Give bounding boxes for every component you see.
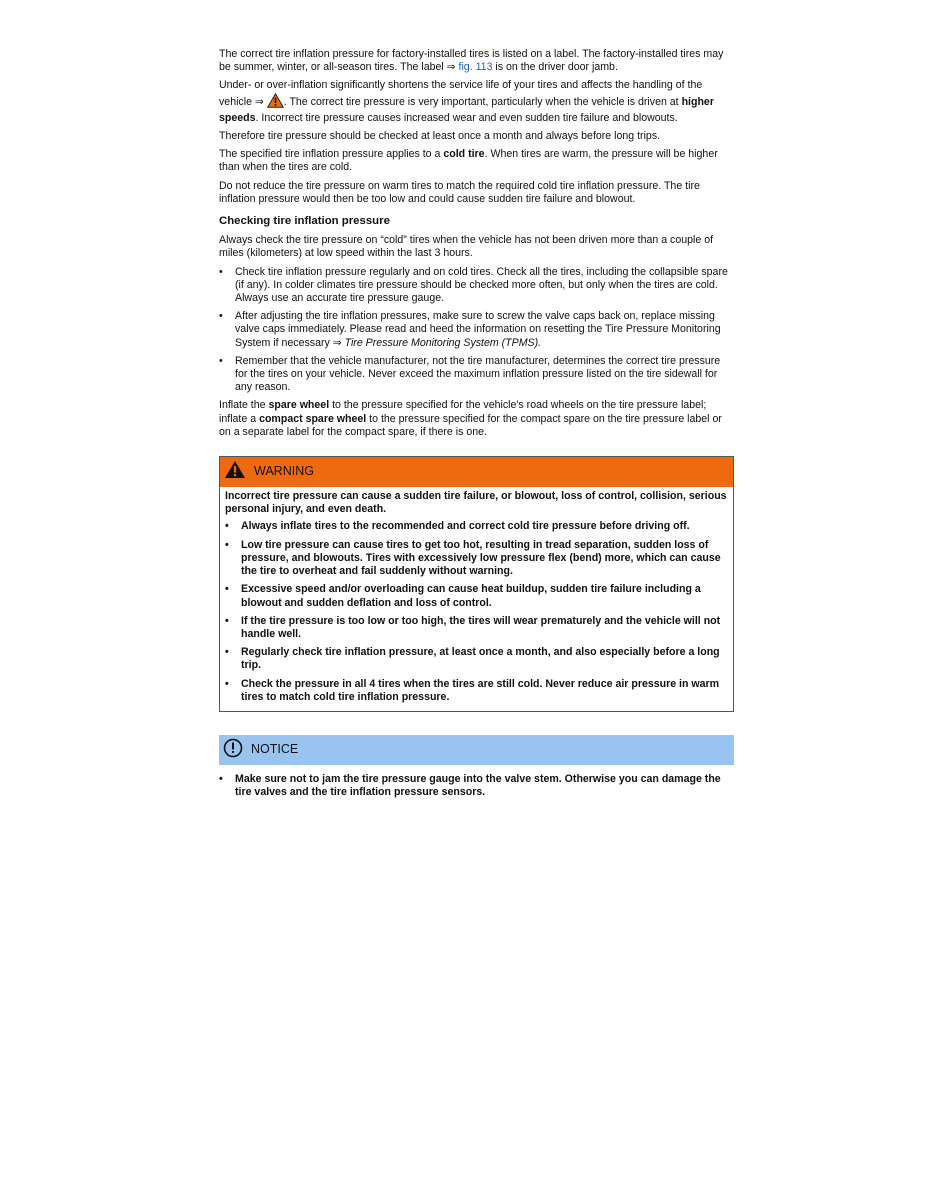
warning-item: • Check the pressure in all 4 tires when the tires are still cold. Never reduce air pressure in warm tires to match cold tire inflation pressure. (225, 677, 720, 703)
paragraph-check-frequency: Therefore tire pressure should be checked at least once a month and always before long trips. (219, 130, 661, 143)
warning-item: • If the tire pressure is too low or too high, the tires will wear prematurely and the vehicle will not handle well. (225, 614, 721, 640)
section-heading: Checking tire inflation pressure (219, 215, 390, 228)
notice-title: NOTICE (251, 742, 299, 757)
warning-triangle-icon (224, 460, 246, 483)
notice-header (219, 735, 734, 765)
tpms-link[interactable]: Tire Pressure Monitoring System (TPMS). (344, 336, 542, 349)
paragraph-cold-tire: The specified tire inflation pressure applies to a cold tire. When tires are warm, the pressure will be higher than when the tires are cold. (219, 148, 718, 174)
warning-body (220, 487, 733, 711)
list-item: • Check tire inflation pressure regularly and on cold tires. Check all the tires, including the collapsible spare (if any). In colder climates tire pressure should be checked more often, but only when the tires are cold. Always use an accurate tire pressure gauge. (219, 265, 728, 305)
warning-item: • Regularly check tire inflation pressure, at least once a month, and also especially before a long trip. (225, 646, 720, 672)
warning-item: • Always inflate tires to the recommended and correct cold tire pressure before driving off. (225, 520, 690, 533)
paragraph-cold-check: Always check the tire pressure on “cold” tires when the vehicle has not been driven more than a couple of miles (kilometers) at low speed within the last 3 hours. (219, 234, 714, 260)
warning-triangle-icon[interactable] (267, 93, 284, 112)
warning-box (219, 456, 734, 712)
notice-item: • Make sure not to jam the tire pressure gauge into the valve stem. Otherwise you can damage the tire valves and the tire inflation pressure sensors. (219, 772, 721, 799)
paragraph-label-info: The correct tire inflation pressure for factory-installed tires is listed on a label. The factory-installed tires may be summer, winter, or all-season tires. The label ⇒ fig. 113 is on the driver door jamb. (219, 48, 724, 74)
document-page (219, 48, 734, 804)
warning-intro: Incorrect tire pressure can cause a sudden tire failure, or blowout, loss of control, collision, serious personal injury, and even death. (225, 490, 727, 516)
warning-item: • Low tire pressure can cause tires to get too hot, resulting in tread separation, sudden loss of pressure, and blowouts. Tires with excessively low pressure flex (bend) more, which can cause the tire to overheat and fail suddenly without warning. (225, 538, 721, 578)
exclamation-circle-icon (223, 738, 243, 762)
warning-header (220, 457, 733, 487)
paragraph-spare-wheel: Inflate the spare wheel to the pressure specified for the vehicle's road wheels on the tire pressure label; inflate a compact spare wheel to the pressure specified for the compact spare on the tire pressure label or on a separate label for the compact spare, if there is one. (219, 399, 722, 438)
list-item: • Remember that the vehicle manufacturer, not the tire manufacturer, determines the correct tire pressure for the tires on your vehicle. Never exceed the maximum inflation pressure listed on the tire sidewall for any reason. (219, 354, 721, 394)
warning-title: WARNING (254, 464, 314, 479)
paragraph-inflation-effects: Under- or over-inflation significantly shortens the service life of your tires and affects the handling of the vehicle ⇒ . The correct tire pressure is very important, particularly when the vehicle is driven at higher speeds. Incorrect tire pressure causes increased wear and even sudden tire failure and blowouts. (219, 79, 714, 124)
fig-113-link[interactable]: fig. 113 (458, 61, 493, 74)
warning-item: • Excessive speed and/or overloading can cause heat buildup, sudden tire failure including a blowout and sudden deflation and loss of control. (225, 583, 701, 609)
list-item: • After adjusting the tire inflation pressures, make sure to screw the valve caps back on, replace missing valve caps immediately. Please read and heed the information on resetting the Tire Pressure Monitoring System if necessary ⇒ Tire Pressure Monitoring System (TPMS). (219, 310, 721, 349)
paragraph-warm-tires: Do not reduce the tire pressure on warm tires to match the required cold tire inflation pressure. The tire inflation pressure would then be too low and could cause sudden tire failure and blowout. (219, 179, 700, 205)
